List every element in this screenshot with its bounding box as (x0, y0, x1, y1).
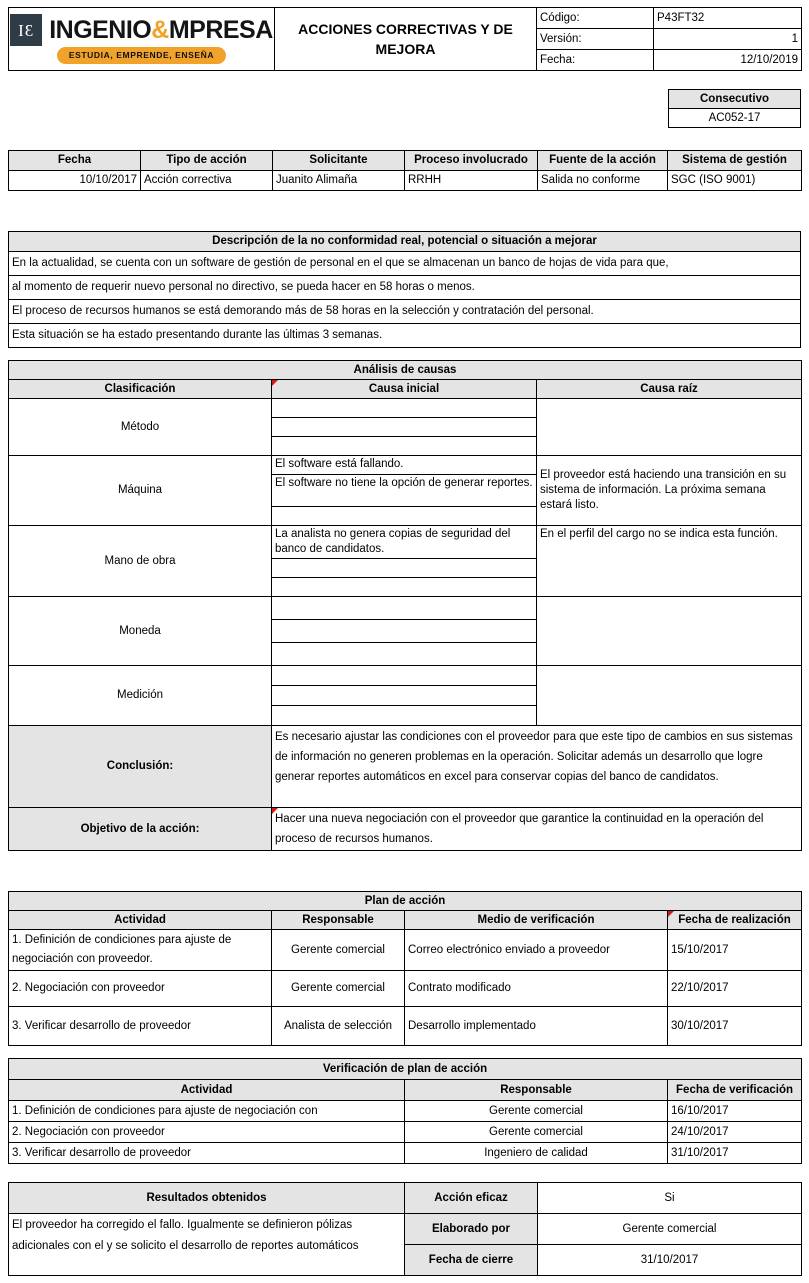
causas-medicion-inicial-3[interactable] (272, 706, 537, 726)
resultados-text[interactable]: El proveedor ha corregido el fallo. Igualmente se definieron pólizas adicionales con el y se solicito el desarrollo de reportes automáticos (9, 1214, 405, 1276)
header-table (8, 7, 802, 71)
table-row (9, 399, 802, 418)
table-row (9, 597, 802, 620)
causas-moneda-inicial-3[interactable] (272, 643, 537, 666)
meta-value-fecha: 12/10/2019 (654, 50, 802, 71)
resultados-label-elaborado-por: Elaborado por (405, 1214, 538, 1245)
verificacion-title: Verificación de plan de acción (9, 1059, 802, 1080)
verificacion-header-responsable: Responsable (405, 1080, 668, 1101)
table-row (9, 380, 802, 399)
logo-ampersand-icon: & (151, 15, 169, 44)
table-row (9, 666, 802, 686)
causas-metodo-inicial-2[interactable] (272, 418, 537, 437)
info-value-tipo-accion[interactable]: Acción correctiva (141, 171, 273, 191)
causas-group-maquina-label: Máquina (9, 456, 272, 526)
causas-conclusion-text[interactable]: Es necesario ajustar las condiciones con el proveedor para que este tipo de cambios en sus sistemas de información no generen problemas en la operación. Solicitar además un desarrollo que logre generar reportes automáticos en excel para conservar copias del banco de candidatos. (272, 726, 802, 808)
resultados-value-fecha-cierre[interactable]: 31/10/2017 (538, 1245, 802, 1276)
table-row (9, 300, 801, 324)
plan-row-2-fecha[interactable]: 22/10/2017 (668, 971, 802, 1007)
info-header-solicitante: Solicitante (273, 151, 405, 171)
causas-medicion-inicial-2[interactable] (272, 686, 537, 706)
causas-header-clasificacion: Clasificación (9, 380, 272, 399)
plan-header-responsable: Responsable (272, 911, 405, 930)
table-row (9, 232, 801, 252)
plan-row-1-medio[interactable]: Correo electrónico enviado a proveedor (405, 930, 668, 971)
plan-row-3-responsable[interactable]: Analista de selección (272, 1007, 405, 1046)
plan-row-1-responsable[interactable]: Gerente comercial (272, 930, 405, 971)
causas-maquina-inicial-2[interactable]: El software no tiene la opción de generar reportes. (272, 475, 537, 507)
info-value-proceso[interactable]: RRHH (405, 171, 538, 191)
descripcion-line-4[interactable]: Esta situación se ha estado presentando durante las últimas 3 semanas. (9, 324, 801, 348)
info-header-fuente: Fuente de la acción (538, 151, 668, 171)
table-row (9, 1007, 802, 1046)
meta-label-codigo: Código: (537, 8, 654, 29)
consecutivo-value: AC052-17 (669, 109, 801, 128)
causas-conclusion-label: Conclusión: (9, 726, 272, 808)
verificacion-row-1-responsable[interactable]: Gerente comercial (405, 1101, 668, 1122)
table-row (9, 456, 802, 475)
verificacion-table (8, 1058, 802, 1164)
plan-row-3-fecha[interactable]: 30/10/2017 (668, 1007, 802, 1046)
causas-moneda-inicial-2[interactable] (272, 620, 537, 643)
resultados-table (8, 1182, 802, 1276)
meta-label-version: Versión: (537, 29, 654, 50)
causas-medicion-inicial-1[interactable] (272, 666, 537, 686)
table-row (9, 1059, 802, 1080)
plan-row-1-fecha[interactable]: 15/10/2017 (668, 930, 802, 971)
logo-wordmark (49, 15, 273, 44)
table-row (9, 1101, 802, 1122)
table-row (9, 252, 801, 276)
plan-row-2-responsable[interactable]: Gerente comercial (272, 971, 405, 1007)
analisis-causas-table (8, 360, 802, 851)
meta-value-version: 1 (654, 29, 802, 50)
plan-row-3-medio[interactable]: Desarrollo implementado (405, 1007, 668, 1046)
resultados-value-accion-eficaz[interactable]: Si (538, 1183, 802, 1214)
table-row (9, 911, 802, 930)
meta-value-codigo: P43FT32 (654, 8, 802, 29)
info-header-tipo-accion: Tipo de acción (141, 151, 273, 171)
descripcion-line-1[interactable]: En la actualidad, se cuenta con un software de gestión de personal en el que se almacenan un banco de hojas de vida para que, (9, 252, 801, 276)
info-value-sistema[interactable]: SGC (ISO 9001) (668, 171, 802, 191)
causas-mano-obra-inicial-1[interactable]: La analista no genera copias de seguridad del banco de candidatos. (272, 526, 537, 559)
descripcion-line-3[interactable]: El proceso de recursos humanos se está demorando más de 58 horas en la selección y contratación del personal. (9, 300, 801, 324)
consecutivo-label: Consecutivo (669, 90, 801, 109)
document-header (8, 7, 801, 71)
table-row (9, 361, 802, 380)
meta-label-fecha: Fecha: (537, 50, 654, 71)
causas-maquina-inicial-3[interactable] (272, 507, 537, 526)
logo-word-second: MPRESA (168, 15, 273, 44)
table-row (9, 1143, 802, 1164)
info-header-fecha: Fecha (9, 151, 141, 171)
table-row (9, 1214, 802, 1245)
verificacion-header-actividad: Actividad (9, 1080, 405, 1101)
table-row (9, 726, 802, 808)
info-value-fecha[interactable]: 10/10/2017 (9, 171, 141, 191)
causas-group-mano-obra-label: Mano de obra (9, 526, 272, 597)
verificacion-row-3-fecha[interactable]: 31/10/2017 (668, 1143, 802, 1164)
verificacion-row-1-actividad[interactable]: 1. Definición de condiciones para ajuste de negociación con (9, 1101, 405, 1122)
verificacion-row-2-fecha[interactable]: 24/10/2017 (668, 1122, 802, 1143)
info-table (8, 150, 802, 191)
causas-maquina-raiz[interactable]: El proveedor está haciendo una transición en su sistema de información. La próxima semana estará listo. (537, 456, 802, 526)
causas-group-moneda-label: Moneda (9, 597, 272, 666)
causas-mano-obra-inicial-3[interactable] (272, 578, 537, 597)
verificacion-row-3-actividad[interactable]: 3. Verificar desarrollo de proveedor (9, 1143, 405, 1164)
info-header-sistema: Sistema de gestión (668, 151, 802, 171)
verificacion-row-1-fecha[interactable]: 16/10/2017 (668, 1101, 802, 1122)
document-title: ACCIONES CORRECTIVAS Y DE MEJORA (275, 8, 537, 71)
resultados-label-accion-eficaz: Acción eficaz (405, 1183, 538, 1214)
table-row (9, 324, 801, 348)
causas-header-causa-inicial: Causa inicial (272, 380, 537, 399)
table-row (9, 151, 802, 171)
causas-mano-obra-raiz[interactable]: En el perfil del cargo no se indica esta función. (537, 526, 802, 597)
logo-tagline: ESTUDIA, EMPRENDE, ENSEÑA (57, 47, 226, 64)
verificacion-row-2-responsable[interactable]: Gerente comercial (405, 1122, 668, 1143)
causas-title: Análisis de causas (9, 361, 802, 380)
resultados-title: Resultados obtenidos (9, 1183, 405, 1214)
causas-objetivo-text[interactable]: Hacer una nueva negociación con el proveedor que garantice la continuidad en la operación del proceso de recursos humanos. (272, 808, 802, 851)
causas-maquina-inicial-1[interactable]: El software está fallando. (272, 456, 537, 475)
plan-row-1-actividad[interactable]: 1. Definición de condiciones para ajuste de negociación con proveedor. (9, 930, 272, 971)
table-row (9, 1183, 802, 1214)
plan-row-2-medio[interactable]: Contrato modificado (405, 971, 668, 1007)
causas-group-metodo-label: Método (9, 399, 272, 456)
plan-title: Plan de acción (9, 892, 802, 911)
resultados-value-elaborado-por[interactable]: Gerente comercial (538, 1214, 802, 1245)
table-row (9, 1080, 802, 1101)
causas-objetivo-label: Objetivo de la acción: (9, 808, 272, 851)
plan-header-medio: Medio de verificación (405, 911, 668, 930)
table-row (9, 276, 801, 300)
table-row (9, 808, 802, 851)
causas-header-causa-raiz: Causa raíz (537, 380, 802, 399)
table-row (9, 930, 802, 971)
plan-row-2-actividad[interactable]: 2. Negociación con proveedor (9, 971, 272, 1007)
table-row (9, 526, 802, 559)
causas-moneda-inicial-1[interactable] (272, 597, 537, 620)
causas-moneda-raiz[interactable] (537, 597, 802, 666)
company-logo (9, 8, 275, 71)
plan-row-3-actividad[interactable]: 3. Verificar desarrollo de proveedor (9, 1007, 272, 1046)
descripcion-line-2[interactable]: al momento de requerir nuevo personal no directivo, se pueda hacer en 58 horas o menos. (9, 276, 801, 300)
table-row (9, 171, 802, 191)
verificacion-row-3-responsable[interactable]: Ingeniero de calidad (405, 1143, 668, 1164)
info-value-solicitante[interactable]: Juanito Alimaña (273, 171, 405, 191)
verificacion-header-fecha: Fecha de verificación (668, 1080, 802, 1101)
causas-metodo-raiz[interactable] (537, 399, 802, 456)
causas-group-medicion-label: Medición (9, 666, 272, 726)
info-header-proceso: Proceso involucrado (405, 151, 538, 171)
consecutivo-table (668, 89, 801, 128)
causas-metodo-inicial-1[interactable] (272, 399, 537, 418)
logo-word-first: INGENIO (49, 15, 152, 44)
resultados-label-fecha-cierre: Fecha de cierre (405, 1245, 538, 1276)
plan-header-fecha: Fecha de realización (668, 911, 802, 930)
table-row (9, 1122, 802, 1143)
plan-accion-table (8, 891, 802, 1046)
table-row (9, 971, 802, 1007)
causas-metodo-inicial-3[interactable] (272, 437, 537, 456)
table-row (9, 892, 802, 911)
plan-header-actividad: Actividad (9, 911, 272, 930)
descripcion-title: Descripción de la no conformidad real, potencial o situación a mejorar (9, 232, 801, 252)
info-value-fuente[interactable]: Salida no conforme (538, 171, 668, 191)
causas-mano-obra-inicial-2[interactable] (272, 559, 537, 578)
causas-medicion-raiz[interactable] (537, 666, 802, 726)
logo-mark-icon: IƐ (10, 14, 42, 46)
descripcion-table (8, 231, 801, 348)
verificacion-row-2-actividad[interactable]: 2. Negociación con proveedor (9, 1122, 405, 1143)
